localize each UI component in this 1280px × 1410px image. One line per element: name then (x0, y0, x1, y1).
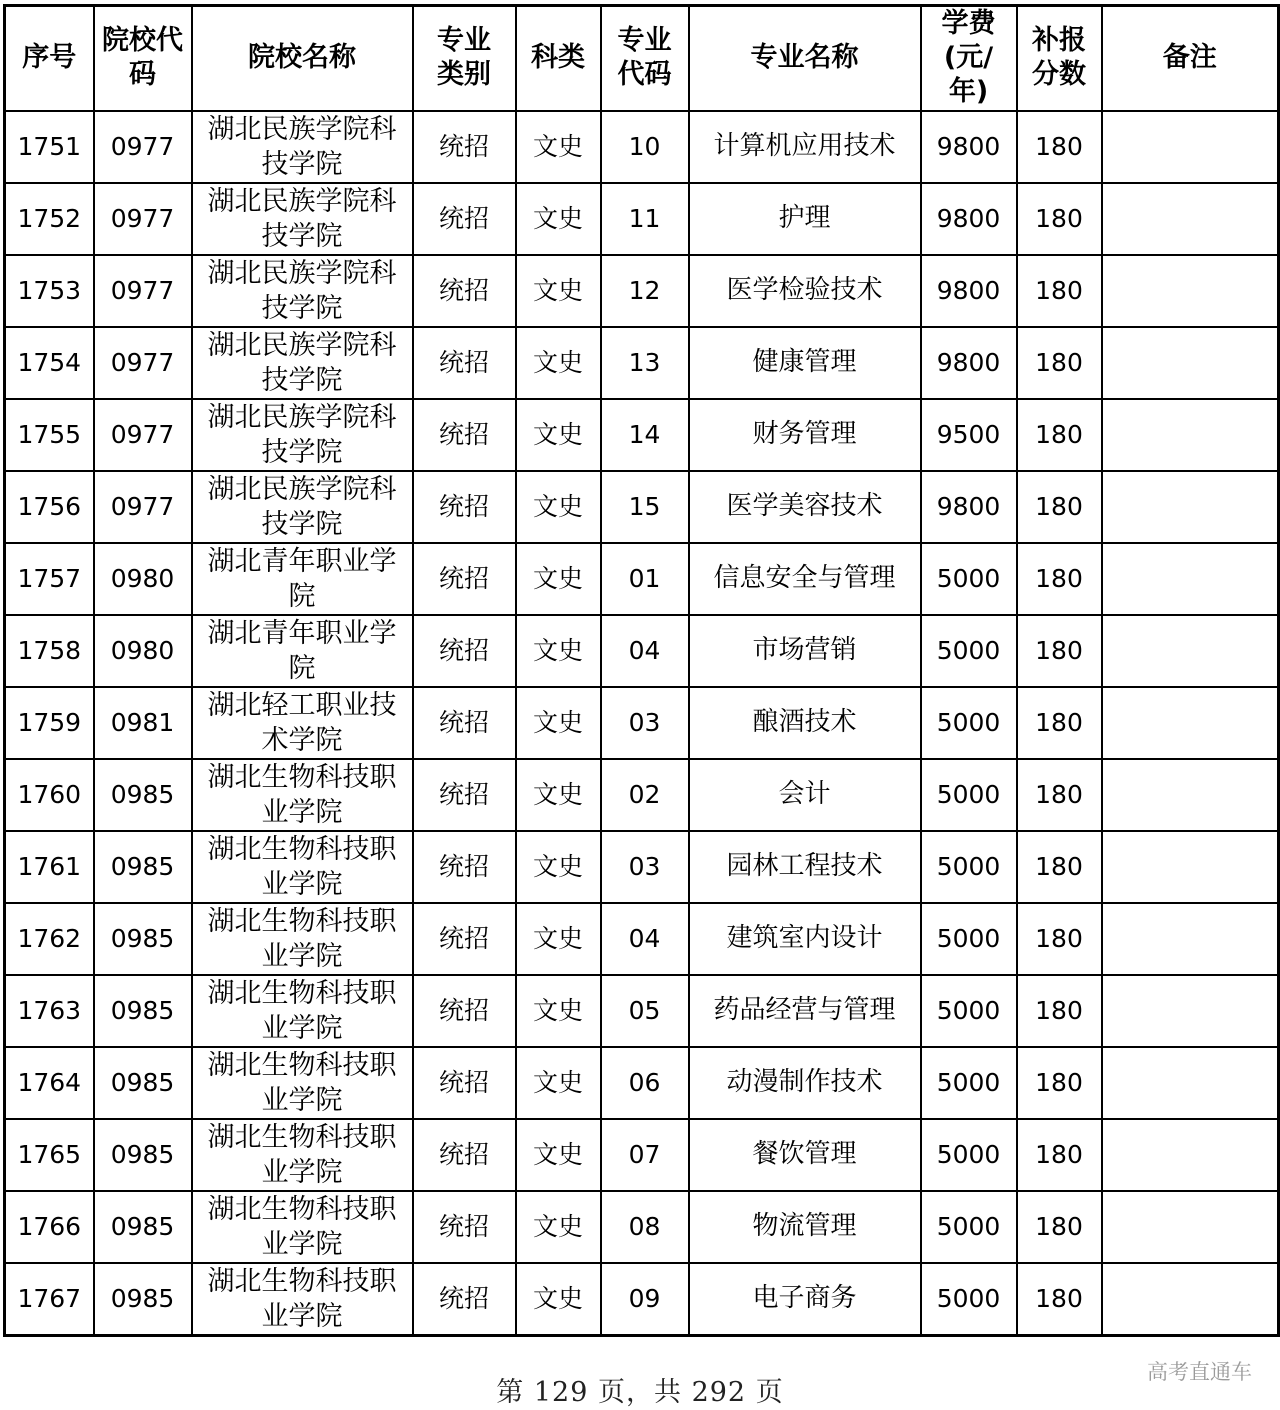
cell-major-name: 会计 (689, 759, 921, 831)
cell-school-name: 湖北生物科技职业学院 (192, 1047, 413, 1119)
cell-tuition: 5000 (921, 1263, 1017, 1336)
cell-major-name: 物流管理 (689, 1191, 921, 1263)
cell-school-code: 0985 (94, 759, 192, 831)
cell-major-name: 健康管理 (689, 327, 921, 399)
table-row (5, 831, 1279, 903)
table-row (5, 903, 1279, 975)
cell-subject: 文史 (516, 1047, 601, 1119)
cell-seq: 1754 (5, 327, 94, 399)
cell-seq: 1753 (5, 255, 94, 327)
cell-school-name: 湖北民族学院科技学院 (192, 327, 413, 399)
cell-school-name: 湖北民族学院科技学院 (192, 255, 413, 327)
cell-major-type: 统招 (413, 687, 516, 759)
cell-score: 180 (1017, 687, 1102, 759)
cell-remarks (1102, 183, 1279, 255)
table-row (5, 471, 1279, 543)
cell-major-code: 05 (601, 975, 689, 1047)
cell-subject: 文史 (516, 615, 601, 687)
cell-major-type: 统招 (413, 975, 516, 1047)
cell-tuition: 5000 (921, 543, 1017, 615)
cell-score: 180 (1017, 1191, 1102, 1263)
header-school-code: 院校代 码 (94, 6, 192, 111)
cell-seq: 1751 (5, 111, 94, 183)
cell-major-name: 电子商务 (689, 1263, 921, 1336)
cell-subject: 文史 (516, 1119, 601, 1191)
cell-major-name: 医学美容技术 (689, 471, 921, 543)
table-row (5, 183, 1279, 255)
cell-remarks (1102, 327, 1279, 399)
cell-subject: 文史 (516, 687, 601, 759)
cell-major-type: 统招 (413, 327, 516, 399)
cell-major-type: 统招 (413, 1119, 516, 1191)
cell-school-name: 湖北青年职业学院 (192, 615, 413, 687)
header-major-type: 专业 类别 (413, 6, 516, 111)
cell-score: 180 (1017, 975, 1102, 1047)
cell-subject: 文史 (516, 327, 601, 399)
cell-major-type: 统招 (413, 111, 516, 183)
cell-tuition: 5000 (921, 975, 1017, 1047)
cell-major-type: 统招 (413, 1263, 516, 1336)
cell-major-type: 统招 (413, 1191, 516, 1263)
cell-major-code: 15 (601, 471, 689, 543)
cell-subject: 文史 (516, 1263, 601, 1336)
cell-major-name: 动漫制作技术 (689, 1047, 921, 1119)
cell-remarks (1102, 615, 1279, 687)
cell-subject: 文史 (516, 399, 601, 471)
table-row (5, 111, 1279, 183)
cell-remarks (1102, 1119, 1279, 1191)
cell-remarks (1102, 1191, 1279, 1263)
cell-seq: 1756 (5, 471, 94, 543)
cell-tuition: 9800 (921, 471, 1017, 543)
cell-tuition: 5000 (921, 615, 1017, 687)
table-row (5, 759, 1279, 831)
table-row (5, 975, 1279, 1047)
cell-major-code: 03 (601, 831, 689, 903)
cell-school-code: 0985 (94, 1263, 192, 1336)
cell-remarks (1102, 111, 1279, 183)
cell-major-code: 07 (601, 1119, 689, 1191)
cell-seq: 1765 (5, 1119, 94, 1191)
cell-school-name: 湖北青年职业学院 (192, 543, 413, 615)
cell-tuition: 5000 (921, 1191, 1017, 1263)
cell-subject: 文史 (516, 183, 601, 255)
cell-major-type: 统招 (413, 183, 516, 255)
cell-score: 180 (1017, 543, 1102, 615)
cell-major-type: 统招 (413, 255, 516, 327)
cell-tuition: 5000 (921, 687, 1017, 759)
cell-major-code: 09 (601, 1263, 689, 1336)
cell-school-code: 0977 (94, 471, 192, 543)
cell-seq: 1760 (5, 759, 94, 831)
cell-school-code: 0980 (94, 543, 192, 615)
cell-remarks (1102, 399, 1279, 471)
cell-major-type: 统招 (413, 471, 516, 543)
table-row (5, 399, 1279, 471)
cell-seq: 1767 (5, 1263, 94, 1336)
cell-score: 180 (1017, 111, 1102, 183)
cell-seq: 1766 (5, 1191, 94, 1263)
cell-seq: 1764 (5, 1047, 94, 1119)
cell-remarks (1102, 1263, 1279, 1336)
cell-tuition: 9800 (921, 111, 1017, 183)
cell-school-name: 湖北生物科技职业学院 (192, 1191, 413, 1263)
cell-major-name: 医学检验技术 (689, 255, 921, 327)
cell-tuition: 9800 (921, 183, 1017, 255)
cell-score: 180 (1017, 255, 1102, 327)
cell-tuition: 5000 (921, 1119, 1017, 1191)
cell-score: 180 (1017, 831, 1102, 903)
cell-remarks (1102, 1047, 1279, 1119)
cell-remarks (1102, 831, 1279, 903)
cell-subject: 文史 (516, 111, 601, 183)
cell-school-name: 湖北生物科技职业学院 (192, 831, 413, 903)
cell-seq: 1752 (5, 183, 94, 255)
cell-remarks (1102, 543, 1279, 615)
cell-school-name: 湖北生物科技职业学院 (192, 1119, 413, 1191)
cell-major-code: 12 (601, 255, 689, 327)
cell-score: 180 (1017, 327, 1102, 399)
cell-school-code: 0981 (94, 687, 192, 759)
table-row (5, 1191, 1279, 1263)
cell-major-code: 04 (601, 903, 689, 975)
cell-seq: 1762 (5, 903, 94, 975)
cell-major-name: 市场营销 (689, 615, 921, 687)
cell-subject: 文史 (516, 903, 601, 975)
header-school-name: 院校名称 (192, 6, 413, 111)
cell-remarks (1102, 759, 1279, 831)
cell-remarks (1102, 975, 1279, 1047)
cell-score: 180 (1017, 1047, 1102, 1119)
cell-remarks (1102, 903, 1279, 975)
cell-tuition: 9800 (921, 255, 1017, 327)
cell-tuition: 9500 (921, 399, 1017, 471)
cell-seq: 1758 (5, 615, 94, 687)
cell-subject: 文史 (516, 255, 601, 327)
cell-school-name: 湖北生物科技职业学院 (192, 975, 413, 1047)
table-row (5, 255, 1279, 327)
cell-major-name: 财务管理 (689, 399, 921, 471)
cell-score: 180 (1017, 399, 1102, 471)
cell-score: 180 (1017, 1119, 1102, 1191)
cell-school-name: 湖北民族学院科技学院 (192, 471, 413, 543)
cell-subject: 文史 (516, 975, 601, 1047)
cell-major-name: 酿酒技术 (689, 687, 921, 759)
cell-school-code: 0985 (94, 1191, 192, 1263)
table-row (5, 687, 1279, 759)
table-row (5, 1263, 1279, 1336)
cell-score: 180 (1017, 615, 1102, 687)
cell-major-name: 餐饮管理 (689, 1119, 921, 1191)
cell-major-type: 统招 (413, 543, 516, 615)
cell-tuition: 5000 (921, 831, 1017, 903)
cell-school-code: 0980 (94, 615, 192, 687)
cell-school-code: 0985 (94, 903, 192, 975)
cell-major-name: 建筑室内设计 (689, 903, 921, 975)
cell-major-name: 信息安全与管理 (689, 543, 921, 615)
header-score: 补报 分数 (1017, 6, 1102, 111)
table-row (5, 615, 1279, 687)
cell-school-name: 湖北生物科技职业学院 (192, 759, 413, 831)
cell-school-code: 0977 (94, 183, 192, 255)
admission-table (3, 4, 1280, 1337)
cell-major-type: 统招 (413, 903, 516, 975)
cell-major-name: 园林工程技术 (689, 831, 921, 903)
cell-score: 180 (1017, 471, 1102, 543)
cell-school-code: 0985 (94, 1119, 192, 1191)
table-row (5, 327, 1279, 399)
cell-major-name: 计算机应用技术 (689, 111, 921, 183)
cell-major-code: 10 (601, 111, 689, 183)
cell-major-code: 02 (601, 759, 689, 831)
cell-remarks (1102, 687, 1279, 759)
cell-seq: 1757 (5, 543, 94, 615)
cell-tuition: 5000 (921, 903, 1017, 975)
cell-major-code: 04 (601, 615, 689, 687)
cell-remarks (1102, 255, 1279, 327)
header-row (5, 6, 1279, 111)
cell-seq: 1755 (5, 399, 94, 471)
cell-school-name: 湖北轻工职业技术学院 (192, 687, 413, 759)
header-subject: 科类 (516, 6, 601, 111)
table-row (5, 1119, 1279, 1191)
cell-subject: 文史 (516, 471, 601, 543)
header-major-code: 专业 代码 (601, 6, 689, 111)
cell-tuition: 9800 (921, 327, 1017, 399)
cell-major-code: 08 (601, 1191, 689, 1263)
cell-major-code: 11 (601, 183, 689, 255)
cell-score: 180 (1017, 183, 1102, 255)
cell-school-name: 湖北生物科技职业学院 (192, 1263, 413, 1336)
cell-major-type: 统招 (413, 399, 516, 471)
cell-major-name: 护理 (689, 183, 921, 255)
cell-remarks (1102, 471, 1279, 543)
cell-major-name: 药品经营与管理 (689, 975, 921, 1047)
cell-major-type: 统招 (413, 831, 516, 903)
cell-major-code: 01 (601, 543, 689, 615)
cell-school-code: 0977 (94, 327, 192, 399)
cell-major-code: 06 (601, 1047, 689, 1119)
cell-score: 180 (1017, 759, 1102, 831)
cell-major-type: 统招 (413, 1047, 516, 1119)
cell-score: 180 (1017, 903, 1102, 975)
cell-major-type: 统招 (413, 615, 516, 687)
cell-seq: 1759 (5, 687, 94, 759)
cell-major-code: 03 (601, 687, 689, 759)
cell-tuition: 5000 (921, 759, 1017, 831)
cell-major-type: 统招 (413, 759, 516, 831)
table-row (5, 1047, 1279, 1119)
cell-subject: 文史 (516, 831, 601, 903)
cell-school-name: 湖北民族学院科技学院 (192, 111, 413, 183)
header-seq: 序号 (5, 6, 94, 111)
cell-seq: 1761 (5, 831, 94, 903)
cell-seq: 1763 (5, 975, 94, 1047)
cell-tuition: 5000 (921, 1047, 1017, 1119)
cell-subject: 文史 (516, 543, 601, 615)
cell-major-code: 14 (601, 399, 689, 471)
cell-subject: 文史 (516, 1191, 601, 1263)
cell-major-code: 13 (601, 327, 689, 399)
table-row (5, 543, 1279, 615)
table-body (5, 111, 1279, 1336)
cell-school-code: 0977 (94, 255, 192, 327)
cell-school-name: 湖北民族学院科技学院 (192, 183, 413, 255)
cell-school-code: 0985 (94, 1047, 192, 1119)
cell-school-code: 0977 (94, 111, 192, 183)
cell-school-code: 0985 (94, 831, 192, 903)
cell-school-name: 湖北民族学院科技学院 (192, 399, 413, 471)
cell-school-code: 0985 (94, 975, 192, 1047)
cell-school-code: 0977 (94, 399, 192, 471)
cell-school-name: 湖北生物科技职业学院 (192, 903, 413, 975)
watermark-text: 高考直通车 (1147, 1360, 1252, 1384)
header-major-name: 专业名称 (689, 6, 921, 111)
header-tuition: 学费 (元/ 年) (921, 6, 1017, 111)
cell-subject: 文史 (516, 759, 601, 831)
header-remarks: 备注 (1102, 6, 1279, 111)
cell-score: 180 (1017, 1263, 1102, 1336)
page-number: 第 129 页，共 292 页 (496, 1377, 784, 1408)
